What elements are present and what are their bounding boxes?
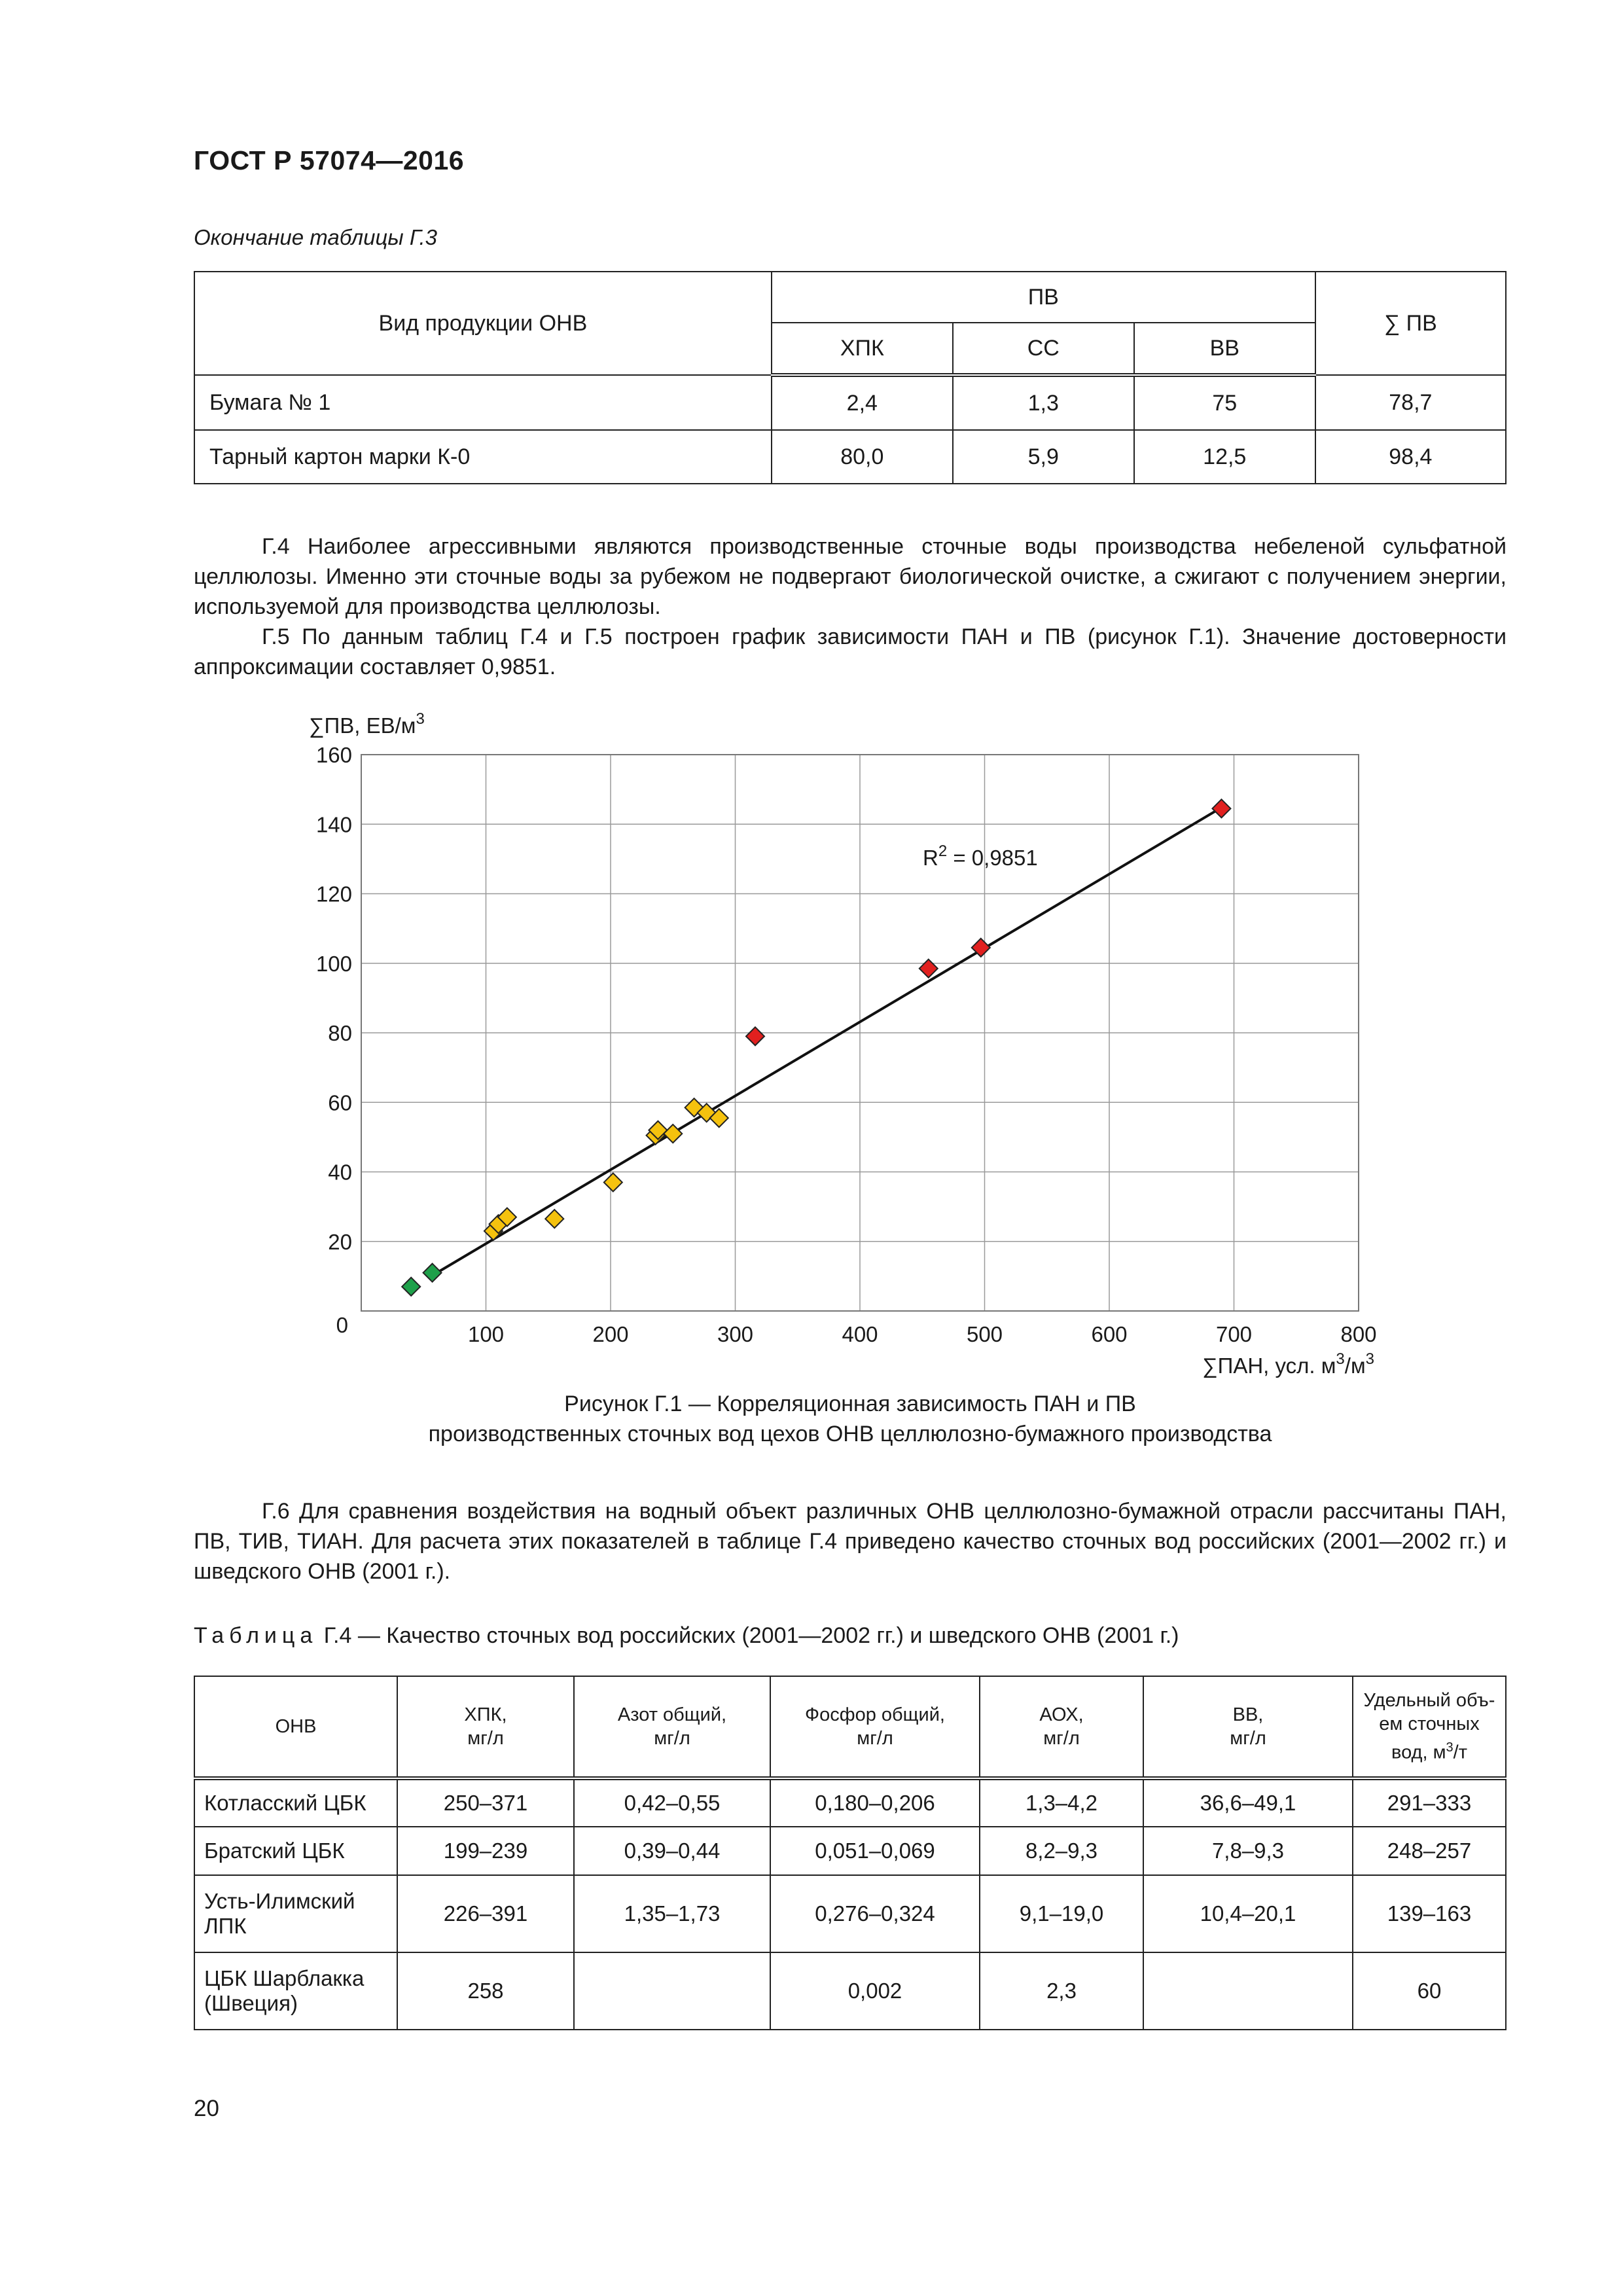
cell-onv-line1: Усть-Илимский	[204, 1889, 355, 1913]
cell-product: Тарный картон марки К-0	[194, 430, 772, 484]
cell-onv	[194, 1875, 397, 1952]
data-point-red	[1212, 799, 1230, 817]
cell-ss: 5,9	[953, 430, 1134, 484]
table-header-product: Вид продукции ОНВ	[194, 272, 772, 375]
cell-hpk: 199–239	[397, 1827, 574, 1875]
cell-volume: 291–333	[1353, 1778, 1506, 1827]
paragraph-g6-text: Г.6 Для сравнения воздействия на водный объект различных ОНВ целлюлозно-бумажной отрасли рассчитаны ПАН, ПВ, ТИВ, ТИАН. Для расчета этих показателей в таблице Г.4 приведено качество сточных вод российских (2001—2002 гг.) и шведского ОНВ (2001 г.).	[194, 1499, 1507, 1584]
y-axis-label-text: ∑ПВ, ЕВ/м	[309, 713, 416, 738]
table-header-volume-line3-text: вод, м	[1391, 1742, 1446, 1763]
cell-hpk: 258	[397, 1952, 574, 2030]
cell-onv	[194, 1952, 397, 2030]
cell-aox: 8,2–9,3	[980, 1827, 1143, 1875]
cell-onv: Братский ЦБК	[194, 1827, 397, 1875]
table-header-volume-line1: Удельный объ-	[1363, 1690, 1495, 1712]
table-header-fosfor	[770, 1676, 980, 1778]
cell-hpk: 250–371	[397, 1778, 574, 1827]
figure-caption	[194, 1389, 1507, 1449]
cell-vv: 12,5	[1134, 430, 1315, 484]
table-row	[194, 1827, 1506, 1875]
cell-azot	[574, 1952, 770, 2030]
y-tick-label: 120	[315, 882, 352, 906]
data-point-red	[746, 1027, 764, 1045]
table-header-volume-unit: /т	[1453, 1742, 1467, 1763]
data-point-yellow	[604, 1173, 622, 1191]
table-header-ss: СС	[953, 323, 1134, 375]
cell-azot: 0,39–0,44	[574, 1827, 770, 1875]
y-tick-label: 80	[328, 1021, 352, 1045]
paragraph-g6	[194, 1496, 1507, 1587]
cell-azot: 1,35–1,73	[574, 1875, 770, 1952]
table-header-volume-line3	[1363, 1736, 1496, 1765]
figure-caption-line1: Рисунок Г.1 — Корреляционная зависимость ПАН и ПВ	[564, 1391, 1136, 1416]
table-header-vv-line1: ВВ,	[1232, 1704, 1264, 1725]
table-header-azot	[574, 1676, 770, 1778]
table-header-hpk	[397, 1676, 574, 1778]
paragraph-g4-text: Г.4 Наиболее агрессивными являются производственные сточные воды производства небеленой сульфатной целлюлозы. Именно эти сточные воды за рубежом не подвергают биологической очистке, а сжигают с получением энергии, используемой для производства целлюлозы.	[194, 534, 1507, 619]
x-tick-label: 800	[1340, 1322, 1377, 1346]
cell-fosfor: 0,180–0,206	[770, 1778, 980, 1827]
x-tick-label: 100	[467, 1322, 505, 1346]
table-header-volume	[1353, 1676, 1506, 1778]
cell-aox: 2,3	[980, 1952, 1143, 2030]
x-axis-label-sup1: 3	[1336, 1350, 1345, 1368]
x-tick-label: 600	[1091, 1322, 1128, 1346]
y-tick-label: 140	[315, 812, 352, 837]
x-tick-label: 300	[717, 1322, 754, 1346]
x-axis-label-mid: /м	[1344, 1354, 1366, 1378]
y-tick-label: 60	[328, 1090, 352, 1115]
cell-fosfor: 0,002	[770, 1952, 980, 2030]
table-g4-title-word: Таблица	[194, 1623, 318, 1648]
cell-volume: 60	[1353, 1952, 1506, 2030]
table-header-volume-line2: ем сточных	[1379, 1713, 1480, 1735]
x-tick-label: 200	[592, 1322, 629, 1346]
y-tick-label: 160	[315, 743, 352, 767]
cell-onv-line2: ЛПК	[204, 1914, 247, 1938]
y-axis-label	[309, 710, 425, 738]
y-axis-label-sup: 3	[416, 710, 425, 728]
x-tick-label: 700	[1215, 1322, 1253, 1346]
cell-onv-line2: (Швеция)	[204, 1991, 298, 2015]
table-g4	[194, 1676, 1507, 2030]
cell-fosfor: 0,276–0,324	[770, 1875, 980, 1952]
cell-hpk: 2,4	[772, 375, 953, 430]
table-header-fosfor-line2: мг/л	[857, 1728, 893, 1749]
data-point-yellow	[664, 1124, 682, 1143]
table-header-pv: ПВ	[772, 272, 1315, 323]
x-axis-label-text: ∑ПАН, усл. м	[1202, 1354, 1336, 1378]
table-row	[194, 1875, 1506, 1952]
paragraph-g5-text: Г.5 По данным таблиц Г.4 и Г.5 построен график зависимости ПАН и ПВ (рисунок Г.1). Значение достоверности аппроксимации составляет 0,9851.	[194, 624, 1507, 679]
table-header-hpk-line1: ХПК,	[464, 1704, 507, 1725]
r-squared-rest: = 0,9851	[947, 846, 1038, 870]
table-header-aox	[980, 1676, 1143, 1778]
cell-volume: 248–257	[1353, 1827, 1506, 1875]
data-point-yellow	[545, 1210, 563, 1228]
cell-aox: 9,1–19,0	[980, 1875, 1143, 1952]
cell-vv	[1143, 1952, 1353, 2030]
table-g4-title-rest: Г.4 — Качество сточных вод российских (2001—2002 гг.) и шведского ОНВ (2001 г.)	[317, 1623, 1179, 1648]
cell-vv: 10,4–20,1	[1143, 1875, 1353, 1952]
data-point-green	[402, 1278, 420, 1296]
table-g4-title	[194, 1623, 1179, 1649]
cell-vv: 7,8–9,3	[1143, 1827, 1353, 1875]
table-header-azot-line1: Азот общий,	[617, 1704, 727, 1725]
table-header-onv: ОНВ	[194, 1676, 397, 1778]
cell-onv: Котласский ЦБК	[194, 1778, 397, 1827]
cell-product: Бумага № 1	[194, 375, 772, 430]
table-header-vv-line2: мг/л	[1230, 1728, 1266, 1749]
table-row	[194, 1952, 1506, 2030]
table-header-volume-sup: 3	[1446, 1740, 1454, 1755]
data-point-red	[919, 960, 938, 978]
y-tick-label: 100	[315, 951, 352, 976]
table-header-sum: ∑ ПВ	[1315, 272, 1506, 375]
cell-sum: 98,4	[1315, 430, 1506, 484]
cell-onv-line1: ЦБК Шарблакка	[204, 1966, 365, 1990]
x-axis-label	[1202, 1350, 1374, 1378]
table-header-vv	[1143, 1676, 1353, 1778]
y-tick-label: 0	[336, 1313, 348, 1337]
cell-hpk: 80,0	[772, 430, 953, 484]
cell-ss: 1,3	[953, 375, 1134, 430]
table-row	[194, 1778, 1506, 1827]
data-point-green	[423, 1264, 442, 1282]
cell-hpk: 226–391	[397, 1875, 574, 1952]
y-tick-label: 20	[328, 1229, 352, 1254]
cell-vv: 75	[1134, 375, 1315, 430]
cell-azot: 0,42–0,55	[574, 1778, 770, 1827]
trend-line	[431, 807, 1223, 1276]
table-header-aox-line1: АОХ,	[1039, 1704, 1084, 1725]
table-header-hpk: ХПК	[772, 323, 953, 375]
r-squared-annotation	[923, 842, 1038, 870]
table-header-aox-line2: мг/л	[1043, 1728, 1080, 1749]
table-header-azot-line2: мг/л	[654, 1728, 690, 1749]
x-axis-label-sup2: 3	[1365, 1350, 1374, 1368]
cell-volume: 139–163	[1353, 1875, 1506, 1952]
cell-fosfor: 0,051–0,069	[770, 1827, 980, 1875]
table-g3-caption: Окончание таблицы Г.3	[194, 225, 437, 249]
table-header-vv: ВВ	[1134, 323, 1315, 375]
page-number: 20	[194, 2096, 219, 2121]
cell-sum: 78,7	[1315, 375, 1506, 430]
x-tick-label: 500	[966, 1322, 1003, 1346]
axis-ticks	[316, 743, 1377, 1346]
cell-vv: 36,6–49,1	[1143, 1778, 1353, 1827]
document-header: ГОСТ Р 57074—2016	[194, 145, 465, 175]
cell-aox: 1,3–4,2	[980, 1778, 1143, 1827]
table-header-hpk-line2: мг/л	[467, 1728, 504, 1749]
y-tick-label: 40	[328, 1160, 352, 1185]
figure-caption-line2: производственных сточных вод цехов ОНВ целлюлозно-бумажного производства	[428, 1422, 1272, 1446]
x-tick-label: 400	[842, 1322, 878, 1346]
r-squared-sup: 2	[938, 842, 948, 860]
r-squared-main: R	[923, 846, 938, 870]
table-header-fosfor-line1: Фосфор общий,	[805, 1704, 945, 1725]
